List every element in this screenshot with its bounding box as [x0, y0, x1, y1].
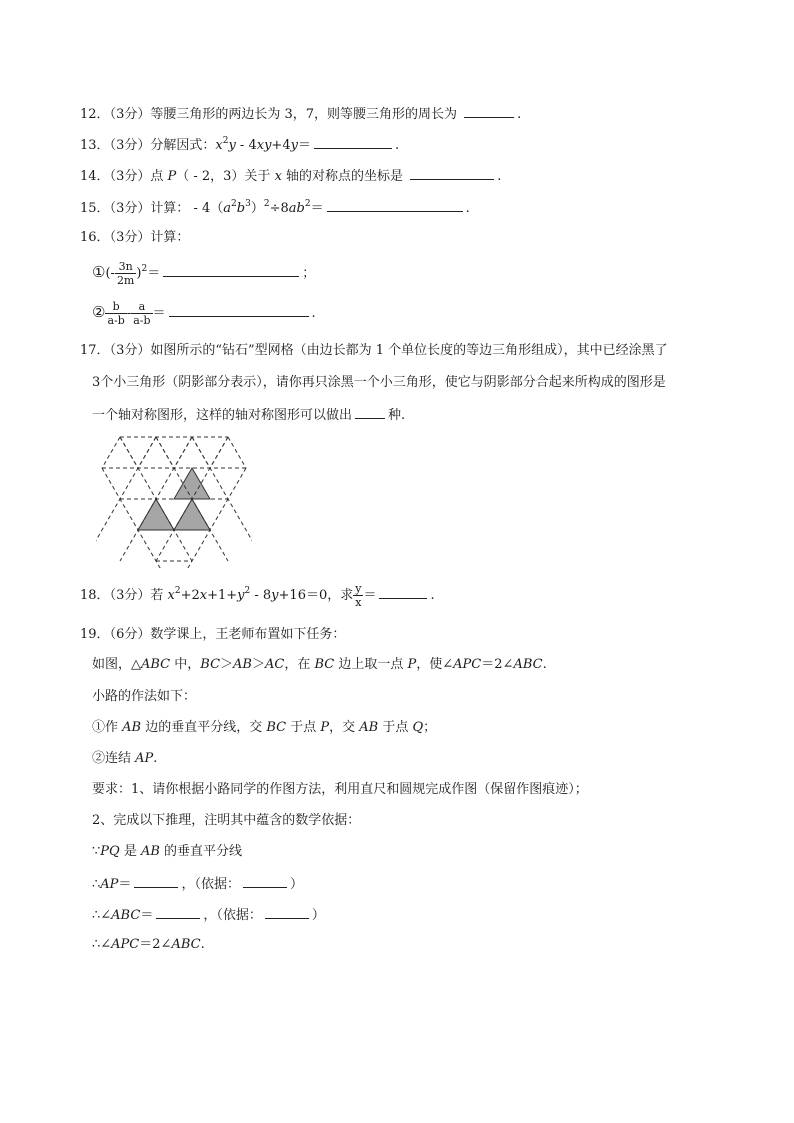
answer-blank[interactable]	[169, 303, 309, 317]
answer-blank[interactable]	[410, 166, 494, 180]
answer-blank[interactable]	[355, 405, 385, 419]
question-19-line-9: ∴∠ABC＝ ，（依据： ）	[92, 905, 325, 925]
shaded-triangle	[174, 468, 210, 499]
question-19-line-3: ①作 AB 边的垂直平分线，交 BC 于点 P，交 AB 于点 Q；	[92, 720, 437, 735]
question-12: 12．（3分）等腰三角形的两边长为 3，7，则等腰三角形的周长为 .	[80, 104, 521, 124]
question-19-line-4: ②连结 AP.	[92, 751, 158, 766]
question-16: 16．（3分）计算：	[80, 230, 190, 245]
question-19-line-5: 要求：1、请你根据小路同学的作图方法，利用直尺和圆规完成作图（保留作图痕迹）；	[92, 782, 588, 797]
question-19: 19．（6分）数学课上，王老师布置如下任务：	[80, 627, 346, 642]
question-16-part-2: ② $\frac{b}{a-b}$ - $\frac{a}{a-b}$ ＝ .	[92, 300, 316, 327]
question-13: 13．（3分）分解因式：$x^2y - 4xy+4y=$ .	[80, 136, 400, 153]
grid-edge	[96, 437, 156, 561]
fraction: $\frac{b}{a-b}$	[107, 300, 125, 327]
fraction: $\frac{a}{a-b}$	[133, 300, 151, 327]
diamond-grid-figure	[96, 434, 252, 568]
answer-blank[interactable]	[156, 905, 200, 919]
reason-blank[interactable]	[265, 905, 309, 919]
shaded-triangle	[174, 499, 210, 530]
question-19-line-7: ∵PQ 是 AB 的垂直平分线	[92, 844, 243, 859]
answer-blank[interactable]	[327, 198, 463, 212]
question-16-part-1: ①(- $\frac{3n}{2m}$ )$^2$＝ ；	[92, 260, 316, 287]
question-14: 14．（3分）点 P（ - 2，3）关于 x 轴的对称点的坐标是 .	[80, 166, 501, 186]
answer-blank[interactable]	[314, 135, 392, 149]
question-19-line-1: 如图，△ABC 中，BC＞AB＞AC，在 BC 边上取一点 P，使∠APC＝2∠ABC.	[92, 657, 547, 672]
question-19-line-6: 2、完成以下推理，注明其中蕴含的数学依据：	[92, 813, 361, 828]
fraction: $\frac{y}{x}$	[355, 582, 362, 609]
question-15: 15．（3分）计算： - $4(a^2b^3)^2\div 8ab^2=$ .	[80, 199, 470, 216]
question-18: 18．（3分）若 $x^2+2x+1+y^2 - 8y+16=0$，求 $\frac{y}{x}$ ＝ .	[80, 582, 435, 609]
question-19-line-2: 小路的作法如下：	[92, 689, 197, 704]
question-19-line-10: ∴∠APC＝2∠ABC.	[92, 937, 205, 952]
grid-edge	[228, 437, 246, 468]
reason-blank[interactable]	[243, 874, 287, 888]
answer-blank[interactable]	[134, 874, 178, 888]
question-19-line-8: ∴AP＝ ，（依据： ）	[92, 874, 303, 894]
answer-blank[interactable]	[464, 104, 514, 118]
answer-blank[interactable]	[163, 263, 299, 277]
question-17: 17．（3分）如图所示的“钻石”型网格（由边长都为 1 个单位长度的等边三角形组成），其中已经涂黑了	[80, 343, 668, 358]
question-17-line-3: 一个轴对称图形，这样的轴对称图形可以做出 种.	[92, 405, 405, 425]
question-17-line-2: 3个小三角形（阴影部分表示），请你再只涂黑一个小三角形，使它与阴影部分合起来所构成的图形是	[92, 375, 666, 390]
answer-blank[interactable]	[379, 585, 427, 599]
grid-edge	[102, 437, 120, 468]
shaded-triangle	[138, 499, 174, 530]
fraction: $\frac{3n}{2m}$	[116, 260, 135, 287]
